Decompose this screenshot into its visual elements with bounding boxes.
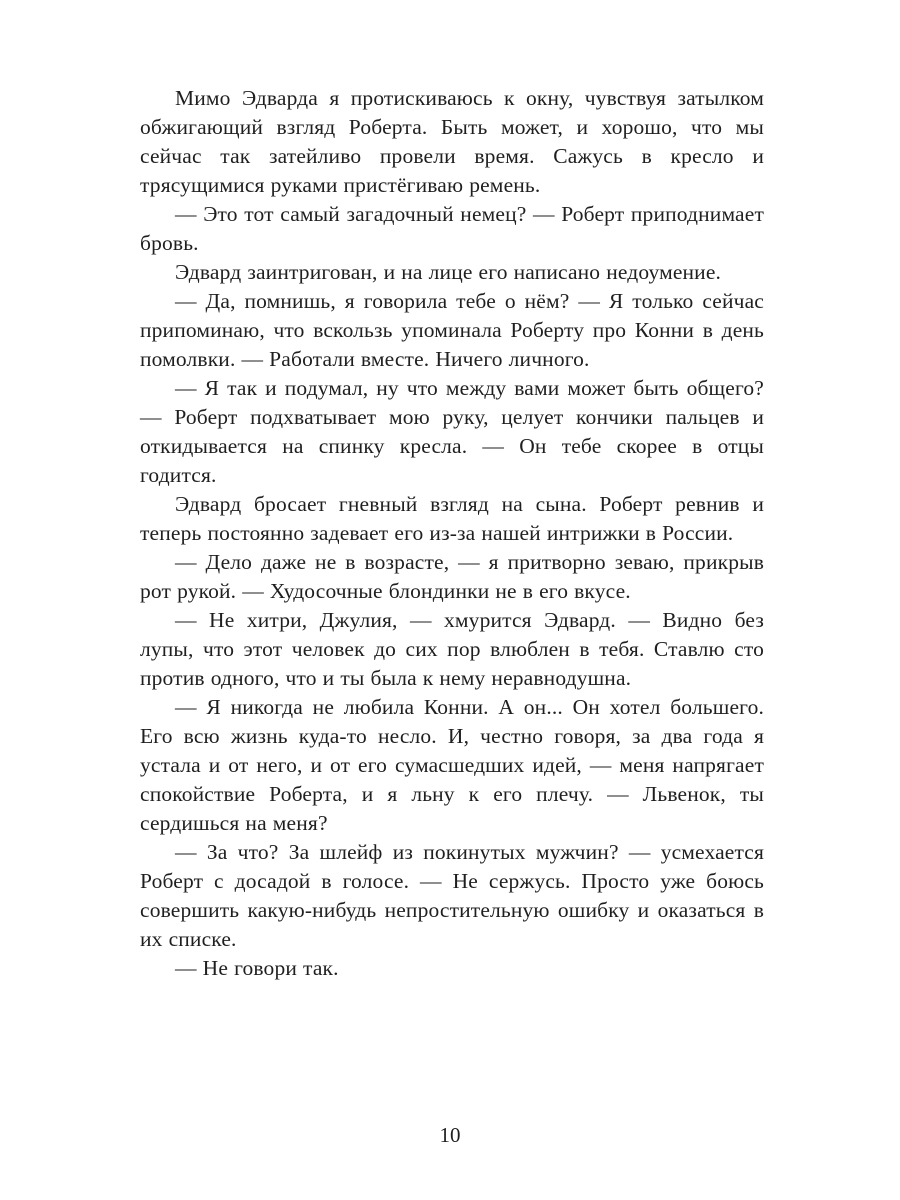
paragraph: — Да, помнишь, я говорила тебе о нём? — Я только сейчас припоминаю, что вскользь упоминала Роберту про Конни в день помолвки. — Работали вместе. Ничего личного. bbox=[140, 289, 764, 371]
page-number: 10 bbox=[439, 1123, 461, 1147]
paragraph: Мимо Эдварда я протискиваюсь к окну, чувствуя затылком обжигающий взгляд Роберта. Быть может, и хорошо, что мы сейчас так затейливо провели время. Сажусь в кресло и трясущимися руками пристёгиваю ремень. bbox=[140, 86, 764, 197]
paragraph: Эдвард бросает гневный взгляд на сына. Роберт ревнив и теперь постоянно задевает его из-за нашей интрижки в России. bbox=[140, 492, 764, 545]
paragraph: Эдвард заинтригован, и на лице его написано недоумение. bbox=[175, 260, 722, 284]
paragraph: — Не говори так. bbox=[175, 956, 339, 980]
paragraph: — Я так и подумал, ну что между вами может быть общего? — Роберт подхватывает мою руку, целует кончики пальцев и откидывается на спинку кресла. — Он тебе скорее в отцы годится. bbox=[140, 376, 764, 487]
paragraph: — Я никогда не любила Конни. А он... Он хотел большего. Его всю жизнь куда-то несло. И, честно говоря, за два года я устала и от него, и от его сумасшедших идей, — меня напрягает спокойствие Роберта, и я льну к его плечу. — Львенок, ты сердишься на меня? bbox=[140, 695, 764, 835]
paragraph: — Не хитри, Джулия, — хмурится Эдвард. — Видно без лупы, что этот человек до сих пор влюблен в тебя. Ставлю сто против одного, что и ты была к нему неравнодушна. bbox=[140, 608, 764, 690]
text-block bbox=[140, 84, 764, 983]
paragraph: — За что? За шлейф из покинутых мужчин? — усмехается Роберт с досадой в голосе. — Не сержусь. Просто уже боюсь совершить какую-нибудь непростительную ошибку и оказаться в их списке. bbox=[140, 840, 764, 951]
paragraph: — Это тот самый загадочный немец? — Роберт приподнимает бровь. bbox=[140, 202, 764, 255]
paragraph: — Дело даже не в возрасте, — я притворно зеваю, прикрыв рот рукой. — Худосочные блондинки не в его вкусе. bbox=[140, 550, 764, 603]
